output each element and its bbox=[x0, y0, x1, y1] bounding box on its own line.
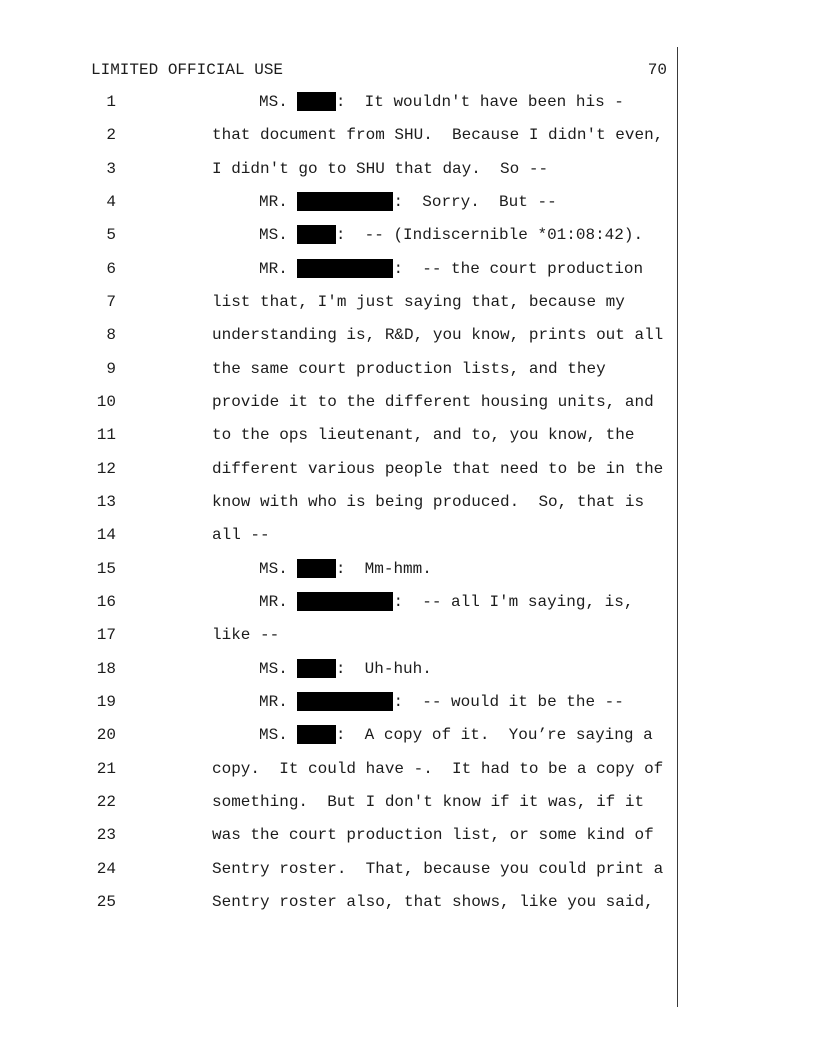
utterance-text: : -- (Indiscernible *01:08:42). bbox=[335, 226, 644, 245]
line-number: 15 bbox=[96, 559, 116, 578]
page-header bbox=[0, 60, 816, 80]
line-text bbox=[259, 253, 643, 286]
transcript-line bbox=[0, 653, 816, 686]
line-number: 1 bbox=[106, 93, 116, 111]
utterance-text: : -- all I'm saying, is, bbox=[393, 592, 634, 611]
line-number: 20 bbox=[96, 726, 116, 745]
line-number: 9 bbox=[106, 359, 116, 378]
line-text: I didn't go to SHU that day. So -- bbox=[212, 159, 549, 178]
transcript-line bbox=[0, 319, 816, 352]
transcript-line bbox=[0, 153, 816, 186]
speaker-label: MS. bbox=[259, 226, 288, 245]
transcript-line bbox=[0, 86, 816, 119]
line-text: that document from SHU. Because I didn't even, bbox=[212, 126, 664, 145]
line-text: like -- bbox=[212, 626, 280, 645]
line-text bbox=[259, 553, 432, 586]
redaction-box bbox=[297, 559, 335, 578]
speaker-label: MR. bbox=[259, 692, 288, 711]
speaker-label: MR. bbox=[259, 592, 288, 611]
line-number: 22 bbox=[96, 792, 116, 811]
transcript-line bbox=[0, 853, 816, 886]
transcript-line bbox=[0, 786, 816, 819]
line-number: 18 bbox=[96, 659, 116, 678]
transcript-body bbox=[0, 86, 816, 919]
line-number: 8 bbox=[106, 326, 116, 345]
line-number: 6 bbox=[106, 259, 116, 278]
line-number: 21 bbox=[96, 759, 116, 778]
line-text bbox=[259, 586, 633, 619]
transcript-line bbox=[0, 219, 816, 252]
transcript-line bbox=[0, 286, 816, 319]
line-number: 7 bbox=[106, 292, 116, 311]
transcript-line bbox=[0, 619, 816, 652]
redaction-box bbox=[297, 259, 393, 278]
transcript-line bbox=[0, 253, 816, 286]
redaction-box bbox=[297, 192, 393, 211]
redaction-box bbox=[297, 592, 393, 611]
utterance-text: : -- the court production bbox=[393, 259, 644, 278]
page-number: 70 bbox=[647, 61, 667, 79]
transcript-line bbox=[0, 819, 816, 852]
speaker-label: MR. bbox=[259, 259, 288, 278]
line-text: was the court production list, or some kind of bbox=[212, 826, 654, 845]
line-text: the same court production lists, and they bbox=[212, 359, 606, 378]
line-text: understanding is, R&D, you know, prints out all bbox=[212, 326, 664, 345]
transcript-line bbox=[0, 486, 816, 519]
line-number: 3 bbox=[106, 159, 116, 178]
line-text bbox=[259, 86, 624, 119]
utterance-text: : A copy of it. You’re saying a bbox=[335, 726, 653, 745]
transcript-line bbox=[0, 886, 816, 919]
utterance-text: : Uh-huh. bbox=[335, 659, 432, 678]
line-number: 11 bbox=[96, 426, 116, 445]
transcript-line bbox=[0, 519, 816, 552]
line-number: 2 bbox=[106, 126, 116, 145]
redaction-box bbox=[297, 659, 335, 678]
transcript-line bbox=[0, 186, 816, 219]
transcript-line bbox=[0, 353, 816, 386]
line-text: know with who is being produced. So, that is bbox=[212, 492, 645, 511]
redaction-box bbox=[297, 225, 335, 244]
line-text: Sentry roster. That, because you could print a bbox=[212, 859, 664, 878]
line-text bbox=[259, 653, 432, 686]
speaker-label: MS. bbox=[259, 559, 288, 578]
line-number: 24 bbox=[96, 859, 116, 878]
utterance-text: : Mm-hmm. bbox=[335, 559, 432, 578]
line-text: list that, I'm just saying that, because my bbox=[212, 292, 625, 311]
utterance-text: : Sorry. But -- bbox=[393, 192, 557, 211]
transcript-line bbox=[0, 419, 816, 452]
line-text bbox=[259, 186, 557, 219]
utterance-text: : It wouldn't have been his - bbox=[335, 93, 624, 111]
line-number: 10 bbox=[96, 392, 116, 411]
line-number: 25 bbox=[96, 892, 116, 911]
line-text: different various people that need to be in the bbox=[212, 459, 664, 478]
line-text: provide it to the different housing units, and bbox=[212, 392, 654, 411]
utterance-text: : -- would it be the -- bbox=[393, 692, 624, 711]
transcript-line bbox=[0, 586, 816, 619]
speaker-label: MR. bbox=[259, 192, 288, 211]
speaker-label: MS. bbox=[259, 726, 288, 745]
line-number: 19 bbox=[96, 692, 116, 711]
line-text bbox=[259, 719, 653, 752]
line-number: 16 bbox=[96, 592, 116, 611]
line-text bbox=[259, 219, 643, 252]
line-number: 17 bbox=[96, 626, 116, 645]
speaker-label: MS. bbox=[259, 93, 288, 111]
line-text: to the ops lieutenant, and to, you know, the bbox=[212, 426, 635, 445]
classification-label: LIMITED OFFICIAL USE bbox=[91, 61, 284, 79]
line-number: 12 bbox=[96, 459, 116, 478]
line-text: something. But I don't know if it was, if it bbox=[212, 792, 645, 811]
speaker-label: MS. bbox=[259, 659, 288, 678]
line-number: 13 bbox=[96, 492, 116, 511]
line-text bbox=[259, 686, 624, 719]
transcript-line bbox=[0, 753, 816, 786]
line-number: 23 bbox=[96, 826, 116, 845]
transcript-line bbox=[0, 686, 816, 719]
transcript-line bbox=[0, 119, 816, 152]
redaction-box bbox=[297, 692, 393, 711]
transcript-line bbox=[0, 453, 816, 486]
line-text: all -- bbox=[212, 526, 270, 545]
redaction-box bbox=[297, 92, 335, 111]
line-text: copy. It could have -. It had to be a copy of bbox=[212, 759, 664, 778]
line-number: 14 bbox=[96, 526, 116, 545]
line-number: 5 bbox=[106, 226, 116, 245]
line-text: Sentry roster also, that shows, like you said, bbox=[212, 892, 654, 911]
line-number: 4 bbox=[106, 192, 116, 211]
transcript-line bbox=[0, 386, 816, 419]
redaction-box bbox=[297, 725, 335, 744]
transcript-line bbox=[0, 553, 816, 586]
transcript-line bbox=[0, 719, 816, 752]
